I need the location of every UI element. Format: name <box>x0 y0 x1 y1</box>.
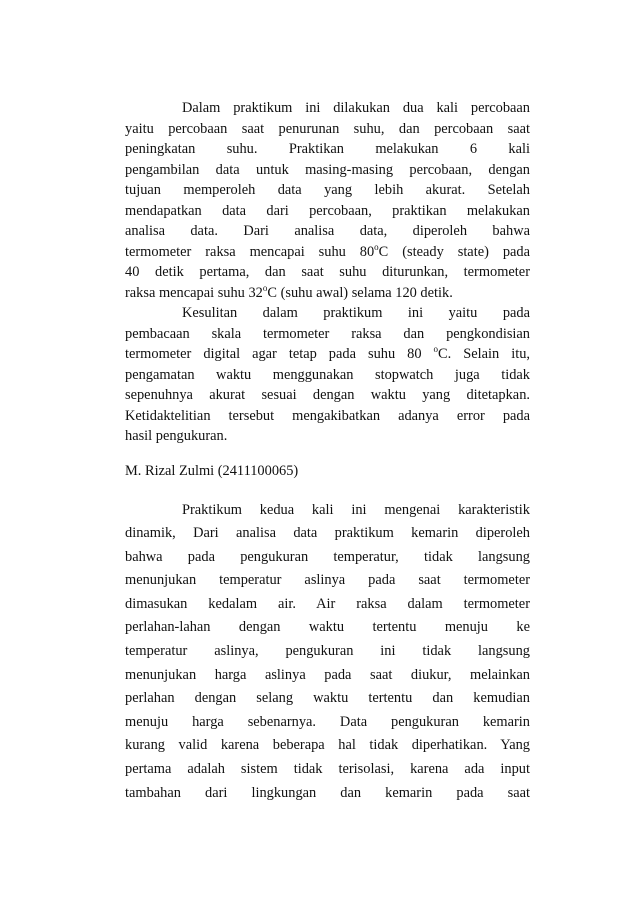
text-line: menunjukan temperatur aslinya pada saat termometer <box>125 572 530 589</box>
text-line: pertama adalah sistem tidak terisolasi, karena ada input <box>125 761 530 778</box>
text-segment: termometer raksa mencapai suhu 80 <box>125 243 375 260</box>
document-page <box>125 98 530 805</box>
text-line: pembacaan skala termometer raksa dan pengkondisian <box>125 325 530 342</box>
text-line: tambahan dari lingkungan dan kemarin pada saat <box>125 784 530 801</box>
text-line: dinamik, Dari analisa data praktikum kemarin diperoleh <box>125 525 530 542</box>
text-line: mendapatkan data dari percobaan, praktikan melakukan <box>125 202 530 219</box>
text-line: tujuan memperoleh data yang lebih akurat. Setelah <box>125 182 530 198</box>
text-segment: raksa mencapai suhu 32 <box>125 284 263 301</box>
text-line: menunjukan harga aslinya pada saat diukur, melainkan <box>125 666 530 683</box>
text-line: dimasukan kedalam air. Air raksa dalam termometer <box>125 595 530 612</box>
paragraph-experiment-results <box>125 98 530 303</box>
text-segment: C (steady state) pada <box>378 243 530 260</box>
text-line: perlahan dengan selang waktu tertentu dan kemudian <box>125 690 530 707</box>
text-line: menuju harga sebenarnya. Data pengukuran kemarin <box>125 713 530 730</box>
text-line: kurang valid karena beberapa hal tidak diperhatikan. Yang <box>125 737 530 754</box>
paragraph-difficulties <box>125 303 530 447</box>
degree-superscript: o <box>433 344 439 354</box>
text-line: hasil pengukuran. <box>125 428 228 444</box>
degree-superscript: o <box>262 282 268 293</box>
author-heading: M. Rizal Zulmi (2411100065) <box>125 462 299 479</box>
text-segment: termometer digital agar tetap pada suhu 80 <box>125 346 434 362</box>
text-line: pengambilan data untuk masing-masing percobaan, dengan <box>125 161 530 178</box>
text-line: Kesulitan dalam praktikum ini yaitu pada <box>182 305 530 321</box>
text-line <box>125 242 530 263</box>
text-line: bahwa pada pengukuran temperatur, tidak langsung <box>125 548 530 565</box>
text-line: peningkatan suhu. Praktikan melakukan 6 kali <box>125 141 530 157</box>
text-line: temperatur aslinya, pengukuran ini tidak langsung <box>125 643 530 660</box>
text-line <box>125 344 530 365</box>
text-line: 40 detik pertama, dan saat suhu diturunkan, termometer <box>125 264 530 280</box>
text-segment: C (suhu awal) selama 120 detik. <box>267 284 453 301</box>
text-line: sepenuhnya akurat sesuai dengan waktu yang ditetapkan. <box>125 387 530 403</box>
text-line: analisa data. Dari analisa data, diperoleh bahwa <box>125 223 530 239</box>
text-line: perlahan-lahan dengan waktu tertentu menuju ke <box>125 619 530 636</box>
text-line <box>125 283 530 304</box>
paragraph-dynamic-characteristics <box>125 499 530 806</box>
text-line: yaitu percobaan saat penurunan suhu, dan percobaan saat <box>125 120 530 137</box>
text-segment: C. Selain itu, <box>438 346 530 362</box>
text-line: pengamatan waktu menggunakan stopwatch juga tidak <box>125 366 530 383</box>
text-line: Praktikum kedua kali ini mengenai karakteristik <box>182 501 530 518</box>
text-line: Dalam praktikum ini dilakukan dua kali percobaan <box>182 100 530 116</box>
degree-superscript: o <box>374 241 379 252</box>
text-line: Ketidaktelitian tersebut mengakibatkan adanya error pada <box>125 407 530 424</box>
